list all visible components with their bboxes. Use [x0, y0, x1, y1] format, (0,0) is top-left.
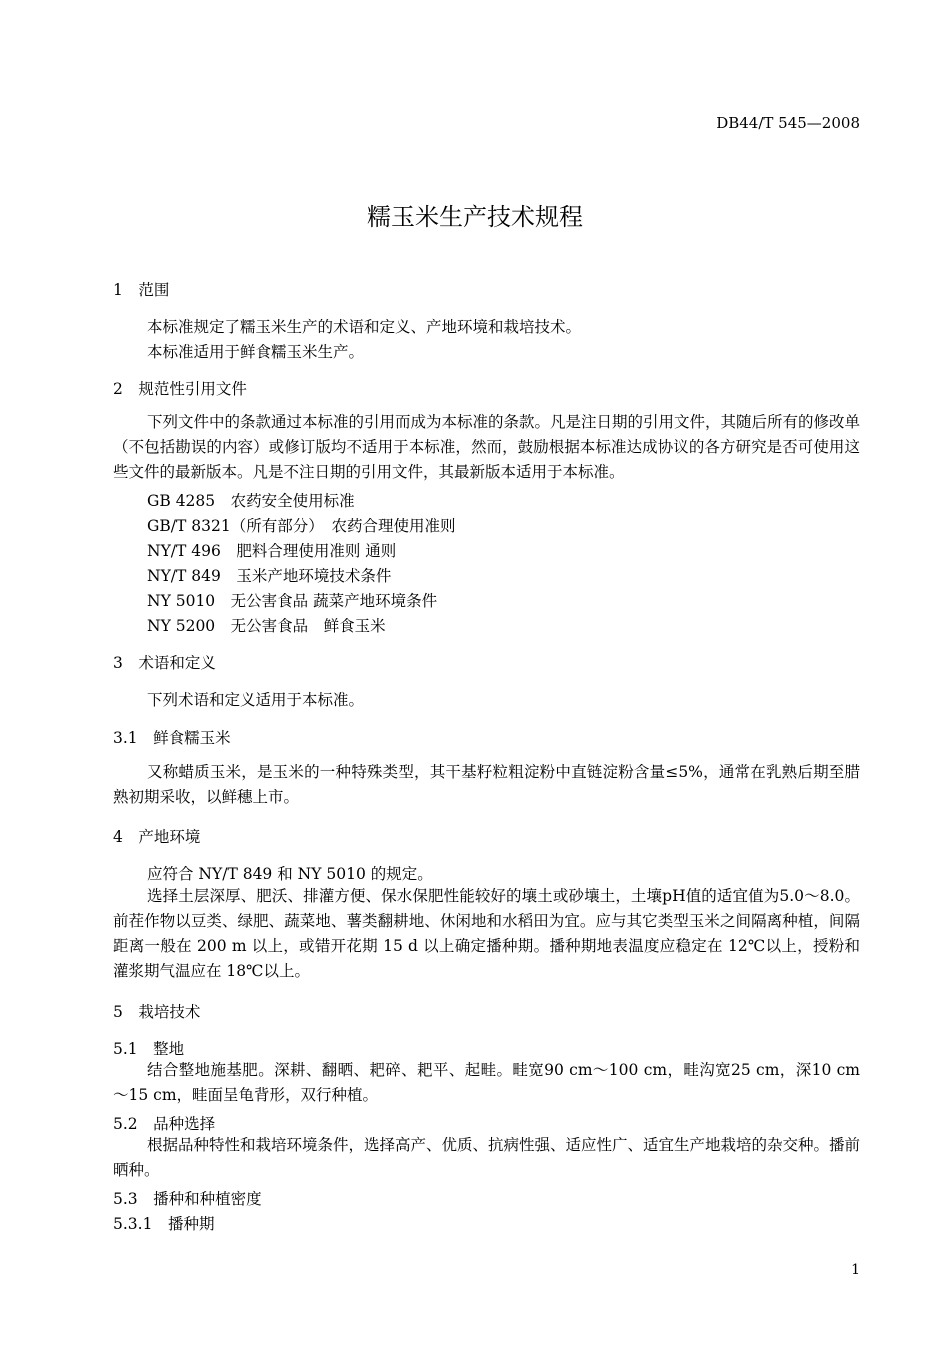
reference-item: NY/T 496 肥料合理使用准则 通则 [147, 542, 397, 560]
section-4-heading: 4 产地环境 [113, 828, 201, 846]
section-5-2-paragraph: 根据品种特性和栽培环境条件，选择高产、优质、抗病性强、适应性广、适宜生产地栽培的杂交种。播前晒种。 [113, 1136, 861, 1179]
reference-item: GB/T 8321（所有部分） 农药合理使用准则 [147, 517, 456, 535]
section-3-1-heading: 3.1 鲜食糯玉米 [113, 729, 231, 747]
section-3-1-paragraph: 又称蜡质玉米，是玉米的一种特殊类型，其干基籽粒粗淀粉中直链淀粉含量≤5%，通常在乳熟后期至腊熟初期采收，以鲜穗上市。 [113, 763, 860, 806]
section-1-paragraph-2: 本标准适用于鲜食糯玉米生产。 [147, 343, 365, 361]
section-4-paragraph-2: 选择土层深厚、肥沃、排灌方便、保水保肥性能较好的壤土或砂壤土，土壤pH值的适宜值为5.0～8.0。前茬作物以豆类、绿肥、蔬菜地、薯类翻耕地、休闲地和水稻田为宜。应与其它类型玉米之间隔离种植，间隔距离一般在 200 m 以上，或错开花期 15 d 以上确定播种期。播种期地表温度应稳定在 12℃以上，授粉和灌浆期气温应在 18℃以上。 [113, 887, 860, 980]
section-3-paragraph-1: 下列术语和定义适用于本标准。 [147, 691, 365, 709]
page-number: 1 [851, 1262, 860, 1278]
section-1-heading: 1 范围 [113, 281, 170, 299]
section-2-paragraph-1: 下列文件中的条款通过本标准的引用而成为本标准的条款。凡是注日期的引用文件，其随后所有的修改单（不包括勘误的内容）或修订版均不适用于本标准，然而，鼓励根据本标准达成协议的各方研究是否可使用这些文件的最新版本。凡是不注日期的引用文件，其最新版本适用于本标准。 [113, 413, 861, 481]
reference-item: NY 5200 无公害食品 鲜食玉米 [147, 617, 386, 635]
section-5-1-heading: 5.1 整地 [113, 1040, 185, 1058]
section-5-3-heading: 5.3 播种和种植密度 [113, 1190, 262, 1208]
section-3-heading: 3 术语和定义 [113, 654, 216, 672]
reference-item: NY/T 849 玉米产地环境技术条件 [147, 567, 392, 585]
section-1-paragraph-1: 本标准规定了糯玉米生产的术语和定义、产地环境和栽培技术。 [147, 318, 582, 336]
section-5-1-paragraph: 结合整地施基肥。深耕、翻晒、耙碎、耙平、起畦。畦宽90 cm～100 cm，畦沟宽25 cm，深10 cm～15 cm，畦面呈龟背形，双行种植。 [113, 1061, 860, 1104]
reference-item: NY 5010 无公害食品 蔬菜产地环境条件 [147, 592, 438, 610]
section-2-heading: 2 规范性引用文件 [113, 380, 247, 398]
section-4-paragraph-1: 应符合 NY/T 849 和 NY 5010 的规定。 [147, 865, 433, 883]
standard-code: DB44/T 545—2008 [716, 114, 860, 132]
document-title: 糯玉米生产技术规程 [367, 203, 583, 231]
section-5-2-heading: 5.2 品种选择 [113, 1115, 216, 1133]
section-5-3-1-heading: 5.3.1 播种期 [113, 1215, 215, 1233]
reference-item: GB 4285 农药安全使用标准 [147, 492, 355, 510]
section-5-heading: 5 栽培技术 [113, 1003, 201, 1021]
